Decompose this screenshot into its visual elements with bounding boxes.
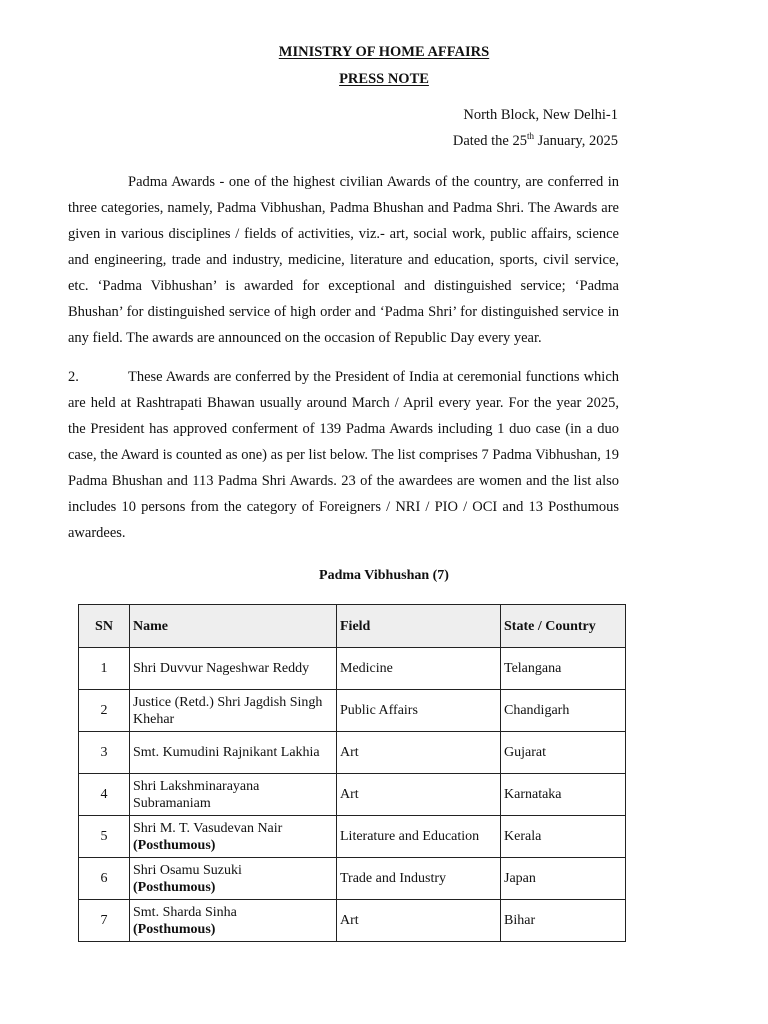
posthumous-label: (Posthumous) <box>133 837 216 853</box>
cell-sn: 1 <box>79 648 130 690</box>
cell-state: Gujarat <box>501 732 626 774</box>
cell-name <box>130 900 337 942</box>
header-sn: SN <box>79 605 130 648</box>
cell-sn: 6 <box>79 858 130 900</box>
table-row <box>79 774 626 816</box>
cell-name <box>130 774 337 816</box>
table-row <box>79 690 626 732</box>
awardees-table <box>78 604 626 942</box>
cell-field: Medicine <box>337 648 501 690</box>
cell-field: Public Affairs <box>337 690 501 732</box>
cell-sn: 4 <box>79 774 130 816</box>
date-line <box>453 133 618 150</box>
cell-field: Art <box>337 774 501 816</box>
cell-field: Art <box>337 900 501 942</box>
paragraph-number: 2. <box>68 369 79 385</box>
cell-name <box>130 732 337 774</box>
cell-state: Telangana <box>501 648 626 690</box>
ministry-heading: MINISTRY OF HOME AFFAIRS <box>278 44 490 60</box>
header-field: Field <box>337 605 501 648</box>
header-name: Name <box>130 605 337 648</box>
header-state: State / Country <box>501 605 626 648</box>
table-row <box>79 732 626 774</box>
table-row <box>79 858 626 900</box>
cell-sn: 7 <box>79 900 130 942</box>
paragraph-2 <box>68 364 619 546</box>
cell-state: Karnataka <box>501 774 626 816</box>
table-row <box>79 648 626 690</box>
cell-name <box>130 816 337 858</box>
address-line: North Block, New Delhi-1 <box>463 107 618 123</box>
cell-state: Kerala <box>501 816 626 858</box>
table-header-row <box>79 605 626 648</box>
date-prefix: Dated the 25 <box>452 133 527 149</box>
cell-name <box>130 690 337 732</box>
awardee-name: Smt. Sharda Sinha <box>133 904 237 920</box>
cell-field: Literature and Education <box>337 816 501 858</box>
cell-name <box>130 648 337 690</box>
table-title: Padma Vibhushan (7) <box>319 568 449 583</box>
paragraph-2-text: These Awards are conferred by the President of India at ceremonial functions which are held at Rashtrapati Bhawan usually around March / April every year. For the year 2025, the President has approved conferment of 139 Padma Awards including 1 duo case (in a duo case, the Award is counted as one) as per list below. The list comprises 7 Padma Vibhushan, 19 Padma Bhushan and 113 Padma Shri Awards. 23 of the awardees are women and the list also includes 10 persons from the category of Foreigners / NRI / PIO / OCI and 13 Posthumous awardees. <box>68 369 619 541</box>
table-row <box>79 900 626 942</box>
cell-field: Trade and Industry <box>337 858 501 900</box>
table-row <box>79 816 626 858</box>
awardee-name: Shri Osamu Suzuki <box>133 862 242 878</box>
date-superscript: th <box>526 131 534 142</box>
awardee-name: Justice (Retd.) Shri Jagdish Singh Khehar <box>133 694 323 727</box>
cell-name <box>130 858 337 900</box>
paragraph-1: Padma Awards - one of the highest civilian Awards of the country, are conferred in three categories, namely, Padma Vibhushan, Padma Bhushan and Padma Shri. The Awards are given in various disciplines / fields of activities, viz.- art, social work, public affairs, science and engineering, trade and industry, medicine, literature and education, sports, civil service, etc. ‘Padma Vibhushan’ is awarded for exceptional and distinguished service; ‘Padma Bhushan’ for distinguished service of high order and ‘Padma Shri’ for distinguished service in any field. The awards are announced on the occasion of Republic Day every year. <box>68 174 619 346</box>
cell-state: Bihar <box>501 900 626 942</box>
cell-field: Art <box>337 732 501 774</box>
awardee-name: Shri Lakshminarayana Subramaniam <box>133 778 260 811</box>
date-suffix: January, 2025 <box>533 133 618 149</box>
cell-sn: 3 <box>79 732 130 774</box>
awardee-name: Smt. Kumudini Rajnikant Lakhia <box>133 745 320 760</box>
posthumous-label: (Posthumous) <box>133 921 216 937</box>
cell-sn: 5 <box>79 816 130 858</box>
awardee-name: Shri M. T. Vasudevan Nair <box>133 820 283 836</box>
cell-state: Chandigarh <box>501 690 626 732</box>
awardee-name: Shri Duvvur Nageshwar Reddy <box>133 661 310 676</box>
cell-state: Japan <box>501 858 626 900</box>
press-note-heading: PRESS NOTE <box>339 71 429 87</box>
posthumous-label: (Posthumous) <box>133 879 216 895</box>
cell-sn: 2 <box>79 690 130 732</box>
